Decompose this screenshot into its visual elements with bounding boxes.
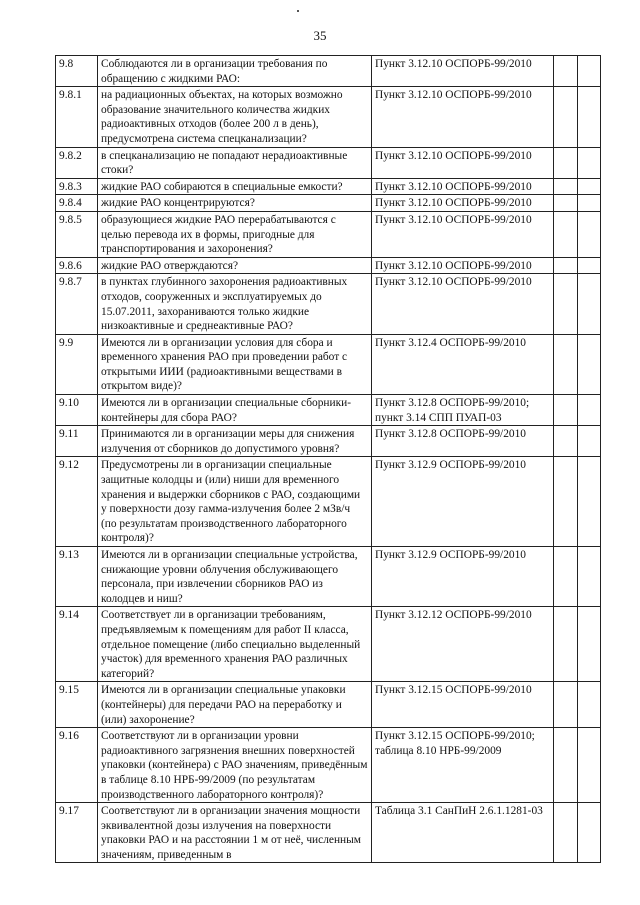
reference-cell: Пункт 3.12.15 ОСПОРБ-99/2010; таблица 8.10 НРБ-99/2009 <box>372 728 554 803</box>
reference-cell: Пункт 3.12.8 ОСПОРБ-99/2010 <box>372 426 554 457</box>
reference-cell: Пункт 3.12.10 ОСПОРБ-99/2010 <box>372 274 554 334</box>
answer-yes-cell <box>554 274 578 334</box>
item-number-cell: 9.8.5 <box>56 211 98 257</box>
item-number-cell: 9.12 <box>56 457 98 547</box>
reference-cell: Пункт 3.12.10 ОСПОРБ-99/2010 <box>372 147 554 178</box>
scan-speck <box>297 10 299 12</box>
item-number-cell: 9.16 <box>56 728 98 803</box>
table-row <box>56 728 601 803</box>
table-row <box>56 87 601 147</box>
answer-no-cell <box>578 682 601 728</box>
question-cell: Соответствуют ли в организации уровни радиоактивного загрязнения внешних поверхностей упаковки (контейнера) с РАО значениям, приведённым в таблице 8.10 НРБ-99/2009 (по результатам производственного лабораторного контроля)? <box>98 728 372 803</box>
reference-cell: Пункт 3.12.8 ОСПОРБ-99/2010; пункт 3.14 СПП ПУАП-03 <box>372 395 554 426</box>
answer-yes-cell <box>554 426 578 457</box>
question-cell: в пунктах глубинного захоронения радиоактивных отходов, сооруженных и эксплуатируемых до 15.07.2011, захораниваются только жидкие низкоактивные и среднеактивные РАО? <box>98 274 372 334</box>
item-number-cell: 9.13 <box>56 547 98 607</box>
item-number-cell: 9.8.4 <box>56 195 98 212</box>
checklist-rows <box>56 56 601 863</box>
answer-no-cell <box>578 803 601 863</box>
answer-yes-cell <box>554 803 578 863</box>
reference-cell: Пункт 3.12.15 ОСПОРБ-99/2010 <box>372 682 554 728</box>
table-row <box>56 211 601 257</box>
table-row <box>56 56 601 87</box>
table-row <box>56 803 601 863</box>
answer-no-cell <box>578 211 601 257</box>
answer-no-cell <box>578 56 601 87</box>
answer-yes-cell <box>554 547 578 607</box>
answer-yes-cell <box>554 178 578 195</box>
question-cell: Соответствуют ли в организации значения мощности эквивалентной дозы излучения на поверхности упаковки РАО и на расстоянии 1 м от неё, численным значениям, приведенным в <box>98 803 372 863</box>
table-row <box>56 607 601 682</box>
reference-cell: Пункт 3.12.10 ОСПОРБ-99/2010 <box>372 56 554 87</box>
question-cell: жидкие РАО собираются в специальные емкости? <box>98 178 372 195</box>
table-row <box>56 395 601 426</box>
item-number-cell: 9.8.7 <box>56 274 98 334</box>
answer-no-cell <box>578 547 601 607</box>
table-row <box>56 682 601 728</box>
answer-no-cell <box>578 147 601 178</box>
question-cell: Имеются ли в организации специальные сборники-контейнеры для сбора РАО? <box>98 395 372 426</box>
answer-yes-cell <box>554 211 578 257</box>
table-row <box>56 178 601 195</box>
answer-no-cell <box>578 728 601 803</box>
answer-no-cell <box>578 426 601 457</box>
question-cell: Имеются ли в организации условия для сбора и временного хранения РАО при проведении работ с открытыми ИИИ (радиоактивными веществами в открытом виде)? <box>98 334 372 394</box>
question-cell: на радиационных объектах, на которых возможно образование значительного количества жидких радиоактивных отходов (более 200 л в день), предусмотрена система спецканализации? <box>98 87 372 147</box>
reference-cell: Пункт 3.12.4 ОСПОРБ-99/2010 <box>372 334 554 394</box>
item-number-cell: 9.9 <box>56 334 98 394</box>
reference-cell: Таблица 3.1 СанПиН 2.6.1.1281-03 <box>372 803 554 863</box>
answer-yes-cell <box>554 607 578 682</box>
question-cell: Соблюдаются ли в организации требования по обращению с жидкими РАО: <box>98 56 372 87</box>
checklist-table <box>55 55 601 863</box>
question-cell: Принимаются ли в организации меры для снижения излучения от сборников до допустимого уровня? <box>98 426 372 457</box>
answer-yes-cell <box>554 682 578 728</box>
item-number-cell: 9.15 <box>56 682 98 728</box>
question-cell: жидкие РАО отверждаются? <box>98 257 372 274</box>
question-cell: Имеются ли в организации специальные упаковки (контейнеры) для передачи РАО на переработку и (или) захоронение? <box>98 682 372 728</box>
table-row <box>56 457 601 547</box>
table-row <box>56 274 601 334</box>
answer-no-cell <box>578 274 601 334</box>
reference-cell: Пункт 3.12.10 ОСПОРБ-99/2010 <box>372 87 554 147</box>
answer-yes-cell <box>554 728 578 803</box>
answer-no-cell <box>578 178 601 195</box>
table-row <box>56 195 601 212</box>
answer-yes-cell <box>554 87 578 147</box>
answer-yes-cell <box>554 257 578 274</box>
item-number-cell: 9.8 <box>56 56 98 87</box>
reference-cell: Пункт 3.12.9 ОСПОРБ-99/2010 <box>372 457 554 547</box>
answer-yes-cell <box>554 334 578 394</box>
question-cell: Соответствует ли в организации требованиям, предъявляемым к помещениям для работ II класса, отдельное помещение (либо специально выделенный участок) для временного хранения РАО различных категорий? <box>98 607 372 682</box>
reference-cell: Пункт 3.12.10 ОСПОРБ-99/2010 <box>372 178 554 195</box>
question-cell: образующиеся жидкие РАО перерабатываются с целью перевода их в формы, пригодные для транспортирования и захоронения? <box>98 211 372 257</box>
answer-no-cell <box>578 457 601 547</box>
question-cell: в спецканализацию не попадают нерадиоактивные стоки? <box>98 147 372 178</box>
table-row <box>56 334 601 394</box>
reference-cell: Пункт 3.12.10 ОСПОРБ-99/2010 <box>372 195 554 212</box>
table-row <box>56 547 601 607</box>
item-number-cell: 9.17 <box>56 803 98 863</box>
table-row <box>56 426 601 457</box>
question-cell: Предусмотрены ли в организации специальные защитные колодцы и (или) ниши для временного хранения и выдержки сборников с РАО, создающими у поверхности дозу гамма-излучения более 2 мЗв/ч (по результатам производственного лабораторного контроля)? <box>98 457 372 547</box>
answer-yes-cell <box>554 195 578 212</box>
answer-no-cell <box>578 334 601 394</box>
answer-yes-cell <box>554 395 578 426</box>
item-number-cell: 9.8.6 <box>56 257 98 274</box>
item-number-cell: 9.8.1 <box>56 87 98 147</box>
item-number-cell: 9.8.3 <box>56 178 98 195</box>
reference-cell: Пункт 3.12.12 ОСПОРБ-99/2010 <box>372 607 554 682</box>
reference-cell: Пункт 3.12.10 ОСПОРБ-99/2010 <box>372 257 554 274</box>
table-row <box>56 147 601 178</box>
answer-no-cell <box>578 87 601 147</box>
answer-yes-cell <box>554 457 578 547</box>
item-number-cell: 9.10 <box>56 395 98 426</box>
question-cell: Имеются ли в организации специальные устройства, снижающие уровни облучения обслуживающего персонала, при извлечении сборников РАО из колодцев и ниш? <box>98 547 372 607</box>
answer-no-cell <box>578 607 601 682</box>
item-number-cell: 9.14 <box>56 607 98 682</box>
question-cell: жидкие РАО концентрируются? <box>98 195 372 212</box>
item-number-cell: 9.8.2 <box>56 147 98 178</box>
reference-cell: Пункт 3.12.9 ОСПОРБ-99/2010 <box>372 547 554 607</box>
answer-no-cell <box>578 395 601 426</box>
item-number-cell: 9.11 <box>56 426 98 457</box>
page-number: 35 <box>313 28 327 43</box>
answer-no-cell <box>578 257 601 274</box>
answer-no-cell <box>578 195 601 212</box>
reference-cell: Пункт 3.12.10 ОСПОРБ-99/2010 <box>372 211 554 257</box>
answer-yes-cell <box>554 147 578 178</box>
answer-yes-cell <box>554 56 578 87</box>
table-row <box>56 257 601 274</box>
